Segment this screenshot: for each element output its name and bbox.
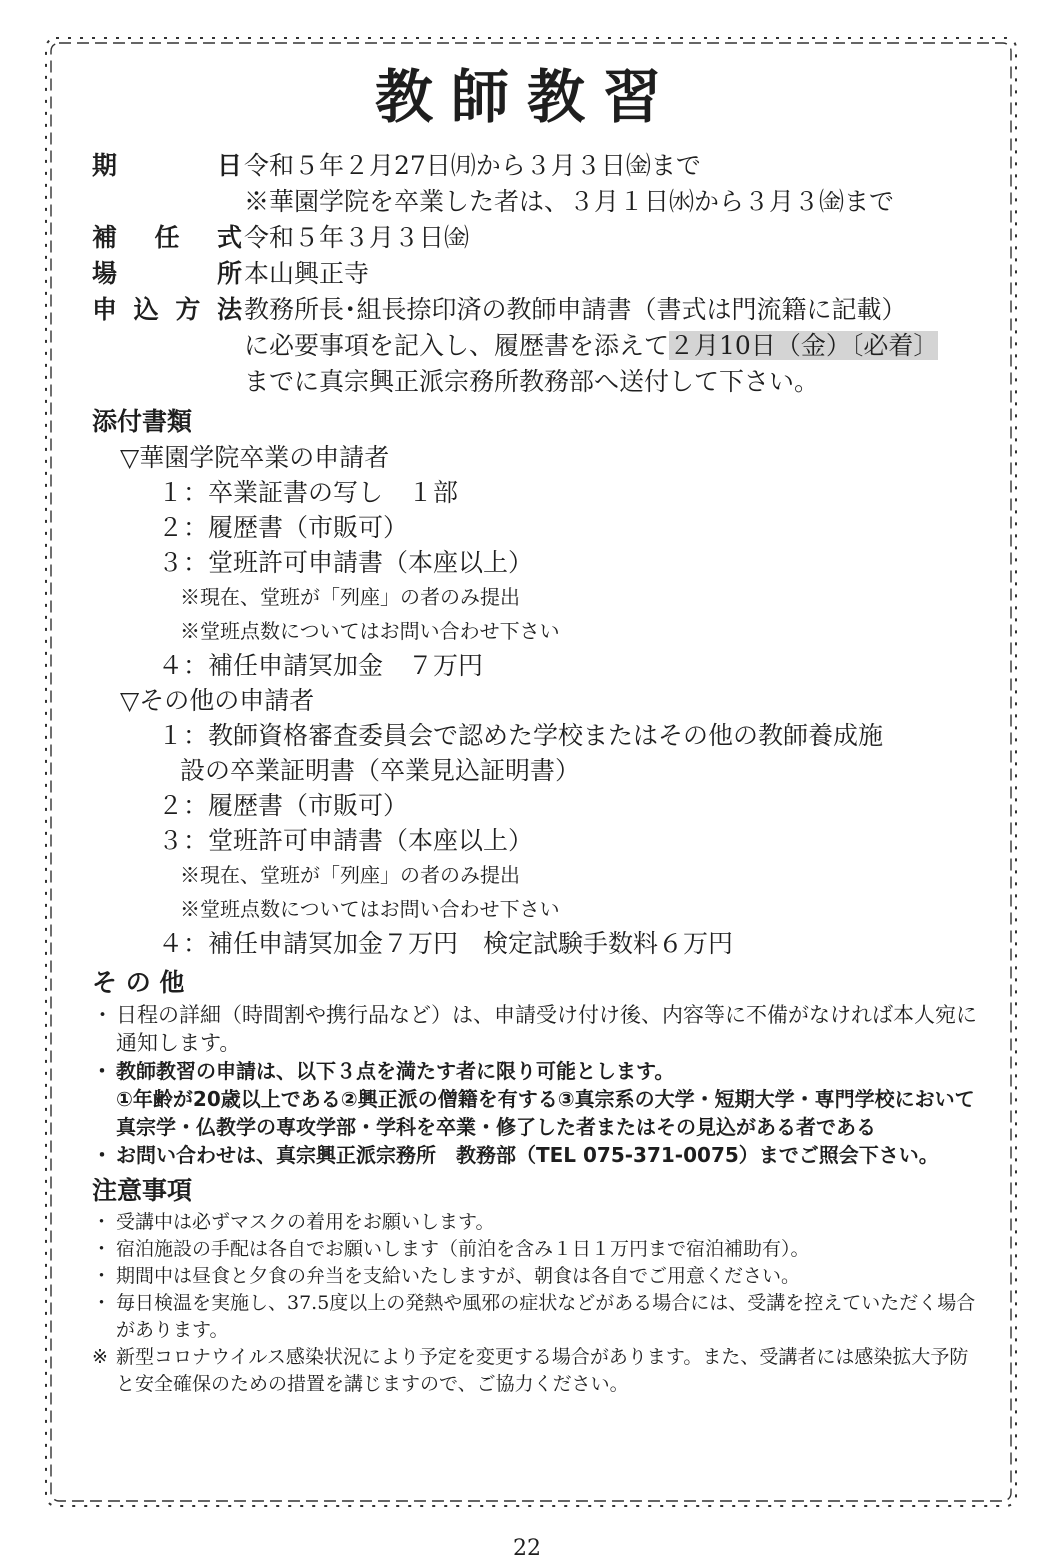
other-bullet-schedule — [92, 1001, 982, 1057]
note-item — [92, 1290, 982, 1344]
place-value: 本山興正寺 — [244, 259, 370, 288]
requirements-intro: 教師教習の申請は、以下３点を満たす者に限り可能とします。 — [116, 1059, 675, 1083]
list-item: ４：補任申請冥加金 ７万円 — [158, 651, 484, 680]
list-item: ４：補任申請冥加金７万円 検定試験手数料６万円 — [158, 929, 734, 958]
note-item — [92, 1236, 982, 1263]
apply-line-3: までに真宗興正派宗務所教務部へ送付して下さい。 — [244, 367, 820, 396]
bullet-text: 日程の詳細（時間割や携行品など）は、申請受け付け後、内容等に不備がなければ本人宛に通知します。 — [116, 1003, 977, 1055]
group-kaen — [92, 440, 982, 683]
list-item: １：卒業証書の写し １部 — [158, 478, 459, 507]
ceremony-row — [92, 220, 982, 256]
list-item: １：教師資格審査委員会で認めた学校またはその他の教師養成施 — [158, 721, 884, 750]
bullet-mark: ・ — [92, 1265, 112, 1287]
other-bullet-requirements — [92, 1057, 982, 1141]
list-note: ※現在、堂班が「列座」の者のみ提出 — [180, 863, 520, 887]
bullet-mark: ・ — [92, 1211, 112, 1233]
group-title: ▽その他の申請者 — [120, 686, 315, 715]
notes-heading: 注意事項 — [92, 1176, 193, 1205]
place-label: 場所 — [92, 259, 242, 288]
bullet-mark: ・ — [92, 1003, 113, 1027]
list-item: ３：堂班許可申請書（本座以上） — [158, 826, 534, 855]
document-body — [92, 148, 982, 1398]
list-note: ※堂班点数についてはお問い合わせ下さい — [180, 619, 560, 643]
note-item — [92, 1209, 982, 1236]
bullet-mark: ・ — [92, 1238, 112, 1260]
list-note: ※堂班点数についてはお問い合わせ下さい — [180, 897, 560, 921]
list-item: ３：堂班許可申請書（本座以上） — [158, 548, 534, 577]
place-row — [92, 256, 982, 292]
ceremony-value: 令和５年３月３日㈮ — [244, 223, 470, 252]
footnote-mark: ※ — [92, 1346, 108, 1368]
apply-line-1: 教務所長･組長捺印済の教師申請書（書式は門流籍に記載） — [244, 295, 907, 324]
footnote — [92, 1344, 982, 1398]
date-value: 令和５年２月27日㈪から３月３日㈮まで — [244, 151, 701, 180]
group-other — [92, 683, 982, 961]
date-note: ※華園学院を卒業した者は、３月１日㈬から３月３㈮まで — [244, 187, 895, 216]
bullet-mark: ・ — [92, 1292, 112, 1314]
apply-line-2-text: に必要事項を記入し、履歴書を添えて — [244, 331, 670, 360]
requirements-list: ①年齢が20歳以上である②興正派の僧籍を有する③真宗系の大学・短期大学・専門学校において真宗学・仏教学の専攻学部・学科を卒業・修了した者またはその見込がある者である — [116, 1087, 975, 1139]
date-row — [92, 148, 982, 220]
ceremony-label: 補任式 — [92, 223, 242, 252]
page-title: 教師教習 — [374, 63, 679, 131]
other-heading: そ の 他 — [92, 968, 185, 997]
list-note: ※現在、堂班が「列座」の者のみ提出 — [180, 585, 520, 609]
list-item: ２：履歴書（市販可） — [158, 513, 409, 542]
note-text: 毎日検温を実施し、37.5度以上の発熱や風邪の症状などがある場合には、受講を控えていただく場合があります。 — [116, 1292, 976, 1341]
note-item — [92, 1263, 982, 1290]
contact-text: お問い合わせは、真宗興正派宗務所 教務部（TEL 075-371-0075）までご照会下さい。 — [116, 1143, 939, 1167]
bullet-mark: ・ — [92, 1143, 112, 1167]
deadline-highlight: ２月10日（金）〔必着〕 — [669, 331, 939, 360]
group-title: ▽華園学院卒業の申請者 — [120, 443, 390, 472]
apply-label: 申込方法 — [92, 295, 242, 324]
footnote-text: 新型コロナウイルス感染状況により予定を変更する場合があります。また、受講者には感染拡大予防と安全確保のための措置を講じますので、ご協力ください。 — [116, 1346, 969, 1395]
bullet-mark: ・ — [92, 1059, 112, 1083]
other-bullet-contact — [92, 1141, 982, 1169]
apply-line-2 — [244, 328, 982, 364]
list-item-continuation: 設の卒業証明書（卒業見込証明書） — [180, 756, 581, 785]
note-text: 宿泊施設の手配は各自でお願いします（前泊を含み１日１万円まで宿泊補助有）。 — [116, 1238, 810, 1260]
attachments-heading: 添付書類 — [92, 407, 193, 436]
date-label: 期日 — [92, 151, 242, 180]
note-text: 受講中は必ずマスクの着用をお願いします。 — [116, 1211, 495, 1233]
note-text: 期間中は昼食と夕食の弁当を支給いたしますが、朝食は各自でご用意ください。 — [116, 1265, 801, 1287]
list-item: ２：履歴書（市販可） — [158, 791, 409, 820]
apply-row — [92, 292, 982, 400]
page-number: 22 — [513, 1536, 541, 1561]
